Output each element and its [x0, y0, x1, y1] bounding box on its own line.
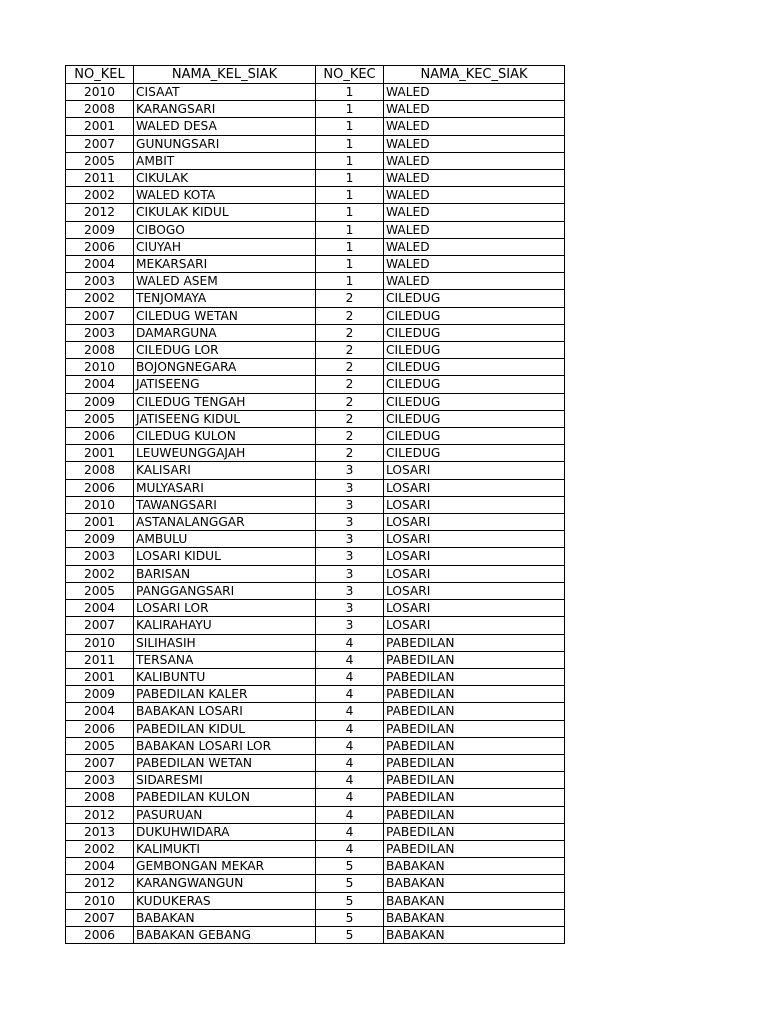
cell-no-kel: 2003 — [66, 273, 134, 290]
cell-nama-kec-siak: CILEDUG — [384, 393, 565, 410]
table-row — [66, 221, 565, 238]
table-row — [66, 307, 565, 324]
cell-nama-kel-siak: LOSARI LOR — [134, 600, 316, 617]
table-row — [66, 703, 565, 720]
cell-no-kec: 3 — [316, 565, 384, 582]
cell-no-kel: 2003 — [66, 324, 134, 341]
table-body — [66, 84, 565, 944]
cell-no-kec: 1 — [316, 84, 384, 101]
table-row — [66, 789, 565, 806]
cell-no-kel: 2010 — [66, 496, 134, 513]
cell-nama-kec-siak: WALED — [384, 273, 565, 290]
table-row — [66, 152, 565, 169]
cell-no-kec: 3 — [316, 600, 384, 617]
cell-nama-kel-siak: GEMBONGAN MEKAR — [134, 858, 316, 875]
cell-nama-kec-siak: WALED — [384, 238, 565, 255]
cell-no-kec: 4 — [316, 720, 384, 737]
cell-no-kec: 4 — [316, 668, 384, 685]
cell-nama-kel-siak: KALIRAHAYU — [134, 617, 316, 634]
table-row — [66, 617, 565, 634]
cell-nama-kel-siak: CILEDUG KULON — [134, 428, 316, 445]
cell-no-kel: 2005 — [66, 582, 134, 599]
header-no-kel: NO_KEL — [66, 66, 134, 84]
cell-nama-kec-siak: PABEDILAN — [384, 772, 565, 789]
cell-nama-kec-siak: PABEDILAN — [384, 823, 565, 840]
cell-no-kel: 2004 — [66, 256, 134, 273]
cell-nama-kel-siak: CIKULAK — [134, 170, 316, 187]
cell-nama-kel-siak: WALED DESA — [134, 118, 316, 135]
cell-nama-kel-siak: CIKULAK KIDUL — [134, 204, 316, 221]
cell-no-kec: 1 — [316, 238, 384, 255]
cell-nama-kel-siak: MEKARSARI — [134, 256, 316, 273]
table-row — [66, 754, 565, 771]
cell-no-kec: 2 — [316, 359, 384, 376]
cell-no-kel: 2011 — [66, 651, 134, 668]
cell-no-kec: 3 — [316, 531, 384, 548]
table-row — [66, 720, 565, 737]
cell-nama-kec-siak: PABEDILAN — [384, 686, 565, 703]
cell-nama-kec-siak: PABEDILAN — [384, 789, 565, 806]
cell-nama-kec-siak: WALED — [384, 152, 565, 169]
cell-nama-kel-siak: PABEDILAN WETAN — [134, 754, 316, 771]
cell-no-kec: 5 — [316, 892, 384, 909]
cell-no-kel: 2001 — [66, 445, 134, 462]
cell-no-kec: 5 — [316, 926, 384, 943]
table-row — [66, 376, 565, 393]
cell-nama-kel-siak: KARANGSARI — [134, 101, 316, 118]
cell-no-kec: 1 — [316, 135, 384, 152]
cell-no-kec: 3 — [316, 496, 384, 513]
cell-nama-kel-siak: BABAKAN — [134, 909, 316, 926]
cell-nama-kel-siak: ASTANALANGGAR — [134, 514, 316, 531]
cell-nama-kel-siak: BABAKAN LOSARI — [134, 703, 316, 720]
table-row — [66, 393, 565, 410]
cell-no-kel: 2007 — [66, 754, 134, 771]
cell-nama-kel-siak: KALIBUNTU — [134, 668, 316, 685]
cell-no-kec: 1 — [316, 152, 384, 169]
cell-no-kec: 3 — [316, 548, 384, 565]
cell-nama-kec-siak: LOSARI — [384, 496, 565, 513]
table-row — [66, 496, 565, 513]
cell-no-kec: 4 — [316, 754, 384, 771]
cell-no-kec: 1 — [316, 221, 384, 238]
cell-no-kel: 2009 — [66, 531, 134, 548]
cell-no-kec: 3 — [316, 617, 384, 634]
table-row — [66, 187, 565, 204]
cell-no-kec: 1 — [316, 118, 384, 135]
table-row — [66, 342, 565, 359]
header-nama-kec-siak: NAMA_KEC_SIAK — [384, 66, 565, 84]
cell-no-kec: 1 — [316, 101, 384, 118]
cell-nama-kec-siak: BABAKAN — [384, 875, 565, 892]
cell-no-kel: 2009 — [66, 393, 134, 410]
cell-no-kec: 2 — [316, 307, 384, 324]
table-row — [66, 479, 565, 496]
cell-no-kec: 4 — [316, 651, 384, 668]
cell-nama-kec-siak: PABEDILAN — [384, 840, 565, 857]
cell-no-kel: 2001 — [66, 668, 134, 685]
cell-nama-kec-siak: LOSARI — [384, 479, 565, 496]
cell-no-kec: 4 — [316, 686, 384, 703]
table-row — [66, 600, 565, 617]
cell-no-kel: 2008 — [66, 462, 134, 479]
table-row — [66, 772, 565, 789]
table-row — [66, 686, 565, 703]
cell-nama-kec-siak: BABAKAN — [384, 909, 565, 926]
table-row — [66, 858, 565, 875]
cell-nama-kec-siak: LOSARI — [384, 617, 565, 634]
cell-no-kel: 2007 — [66, 307, 134, 324]
table-row — [66, 410, 565, 427]
table-row — [66, 926, 565, 943]
cell-nama-kel-siak: TAWANGSARI — [134, 496, 316, 513]
cell-no-kel: 2010 — [66, 84, 134, 101]
table-row — [66, 359, 565, 376]
cell-no-kec: 4 — [316, 737, 384, 754]
cell-no-kel: 2010 — [66, 359, 134, 376]
cell-no-kec: 2 — [316, 324, 384, 341]
table-row — [66, 118, 565, 135]
cell-nama-kec-siak: LOSARI — [384, 565, 565, 582]
cell-nama-kec-siak: PABEDILAN — [384, 754, 565, 771]
cell-nama-kel-siak: CILEDUG LOR — [134, 342, 316, 359]
cell-no-kec: 4 — [316, 703, 384, 720]
cell-nama-kel-siak: PABEDILAN KALER — [134, 686, 316, 703]
cell-no-kec: 5 — [316, 875, 384, 892]
cell-nama-kec-siak: PABEDILAN — [384, 651, 565, 668]
cell-nama-kel-siak: PASURUAN — [134, 806, 316, 823]
cell-nama-kec-siak: WALED — [384, 221, 565, 238]
cell-no-kel: 2007 — [66, 909, 134, 926]
cell-nama-kec-siak: PABEDILAN — [384, 634, 565, 651]
cell-no-kel: 2002 — [66, 187, 134, 204]
cell-nama-kec-siak: PABEDILAN — [384, 806, 565, 823]
cell-nama-kel-siak: LOSARI KIDUL — [134, 548, 316, 565]
cell-no-kec: 4 — [316, 789, 384, 806]
cell-no-kel: 2004 — [66, 703, 134, 720]
cell-no-kel: 2003 — [66, 548, 134, 565]
cell-no-kec: 4 — [316, 823, 384, 840]
cell-no-kec: 4 — [316, 772, 384, 789]
cell-no-kel: 2004 — [66, 376, 134, 393]
table-row — [66, 462, 565, 479]
table-row — [66, 256, 565, 273]
cell-nama-kel-siak: BABAKAN LOSARI LOR — [134, 737, 316, 754]
cell-nama-kec-siak: PABEDILAN — [384, 668, 565, 685]
table-row — [66, 428, 565, 445]
cell-nama-kel-siak: PABEDILAN KIDUL — [134, 720, 316, 737]
cell-nama-kel-siak: KUDUKERAS — [134, 892, 316, 909]
cell-no-kel: 2008 — [66, 342, 134, 359]
table-row — [66, 892, 565, 909]
cell-nama-kel-siak: CIBOGO — [134, 221, 316, 238]
cell-no-kel: 2002 — [66, 290, 134, 307]
cell-no-kel: 2006 — [66, 720, 134, 737]
cell-nama-kec-siak: LOSARI — [384, 531, 565, 548]
cell-nama-kec-siak: WALED — [384, 135, 565, 152]
cell-no-kec: 1 — [316, 187, 384, 204]
table-row — [66, 135, 565, 152]
cell-nama-kel-siak: DUKUHWIDARA — [134, 823, 316, 840]
cell-no-kel: 2008 — [66, 789, 134, 806]
table-row — [66, 582, 565, 599]
table-row — [66, 445, 565, 462]
header-row — [66, 66, 565, 84]
cell-nama-kel-siak: KALISARI — [134, 462, 316, 479]
cell-nama-kel-siak: GUNUNGSARI — [134, 135, 316, 152]
cell-no-kec: 3 — [316, 514, 384, 531]
cell-nama-kel-siak: WALED KOTA — [134, 187, 316, 204]
cell-nama-kel-siak: TERSANA — [134, 651, 316, 668]
cell-nama-kel-siak: MULYASARI — [134, 479, 316, 496]
cell-nama-kel-siak: SILIHASIH — [134, 634, 316, 651]
cell-nama-kec-siak: LOSARI — [384, 548, 565, 565]
cell-no-kel: 2012 — [66, 875, 134, 892]
cell-nama-kel-siak: CISAAT — [134, 84, 316, 101]
cell-no-kec: 4 — [316, 840, 384, 857]
cell-no-kel: 2004 — [66, 858, 134, 875]
cell-no-kel: 2007 — [66, 135, 134, 152]
cell-no-kec: 2 — [316, 410, 384, 427]
cell-no-kec: 2 — [316, 342, 384, 359]
table-row — [66, 531, 565, 548]
cell-nama-kec-siak: CILEDUG — [384, 445, 565, 462]
cell-nama-kec-siak: WALED — [384, 187, 565, 204]
data-table — [65, 65, 565, 944]
cell-nama-kel-siak: PANGGANGSARI — [134, 582, 316, 599]
cell-no-kec: 1 — [316, 256, 384, 273]
cell-nama-kel-siak: AMBIT — [134, 152, 316, 169]
table-row — [66, 84, 565, 101]
table-row — [66, 204, 565, 221]
table-row — [66, 823, 565, 840]
cell-nama-kec-siak: CILEDUG — [384, 307, 565, 324]
cell-nama-kec-siak: LOSARI — [384, 514, 565, 531]
cell-nama-kec-siak: BABAKAN — [384, 858, 565, 875]
cell-nama-kel-siak: WALED ASEM — [134, 273, 316, 290]
table-row — [66, 634, 565, 651]
cell-nama-kec-siak: CILEDUG — [384, 410, 565, 427]
header-no-kec: NO_KEC — [316, 66, 384, 84]
cell-no-kec: 2 — [316, 428, 384, 445]
table-row — [66, 548, 565, 565]
cell-no-kec: 4 — [316, 806, 384, 823]
cell-no-kel: 2008 — [66, 101, 134, 118]
cell-no-kel: 2013 — [66, 823, 134, 840]
cell-nama-kel-siak: PABEDILAN KULON — [134, 789, 316, 806]
cell-nama-kel-siak: KARANGWANGUN — [134, 875, 316, 892]
cell-nama-kec-siak: WALED — [384, 256, 565, 273]
cell-nama-kec-siak: PABEDILAN — [384, 720, 565, 737]
cell-nama-kec-siak: CILEDUG — [384, 359, 565, 376]
cell-no-kec: 2 — [316, 376, 384, 393]
cell-nama-kel-siak: CILEDUG TENGAH — [134, 393, 316, 410]
table-row — [66, 565, 565, 582]
cell-no-kec: 1 — [316, 204, 384, 221]
cell-no-kel: 2002 — [66, 565, 134, 582]
cell-nama-kel-siak: CILEDUG WETAN — [134, 307, 316, 324]
cell-no-kec: 2 — [316, 445, 384, 462]
table-row — [66, 875, 565, 892]
cell-nama-kel-siak: BARISAN — [134, 565, 316, 582]
table-row — [66, 668, 565, 685]
table-row — [66, 170, 565, 187]
cell-nama-kec-siak: LOSARI — [384, 582, 565, 599]
cell-nama-kec-siak: WALED — [384, 118, 565, 135]
cell-no-kel: 2010 — [66, 634, 134, 651]
cell-no-kel: 2003 — [66, 772, 134, 789]
cell-no-kel: 2006 — [66, 926, 134, 943]
cell-nama-kec-siak: WALED — [384, 84, 565, 101]
cell-no-kel: 2005 — [66, 152, 134, 169]
cell-no-kel: 2001 — [66, 514, 134, 531]
cell-no-kel: 2004 — [66, 600, 134, 617]
table-row — [66, 290, 565, 307]
cell-no-kel: 2010 — [66, 892, 134, 909]
table-row — [66, 651, 565, 668]
cell-no-kel: 2006 — [66, 238, 134, 255]
cell-no-kel: 2011 — [66, 170, 134, 187]
cell-nama-kec-siak: PABEDILAN — [384, 703, 565, 720]
cell-nama-kec-siak: PABEDILAN — [384, 737, 565, 754]
cell-no-kel: 2009 — [66, 686, 134, 703]
cell-no-kel: 2001 — [66, 118, 134, 135]
table-row — [66, 840, 565, 857]
cell-nama-kec-siak: BABAKAN — [384, 892, 565, 909]
cell-nama-kel-siak: DAMARGUNA — [134, 324, 316, 341]
cell-no-kel: 2002 — [66, 840, 134, 857]
cell-no-kel: 2007 — [66, 617, 134, 634]
cell-no-kel: 2006 — [66, 428, 134, 445]
cell-no-kec: 5 — [316, 909, 384, 926]
table-row — [66, 514, 565, 531]
cell-nama-kec-siak: WALED — [384, 101, 565, 118]
cell-no-kec: 1 — [316, 273, 384, 290]
cell-nama-kel-siak: CIUYAH — [134, 238, 316, 255]
cell-nama-kel-siak: BABAKAN GEBANG — [134, 926, 316, 943]
header-nama-kel-siak: NAMA_KEL_SIAK — [134, 66, 316, 84]
table-row — [66, 273, 565, 290]
cell-no-kel: 2005 — [66, 410, 134, 427]
cell-nama-kel-siak: BOJONGNEGARA — [134, 359, 316, 376]
cell-nama-kel-siak: SIDARESMI — [134, 772, 316, 789]
cell-nama-kel-siak: JATISEENG — [134, 376, 316, 393]
cell-nama-kel-siak: AMBULU — [134, 531, 316, 548]
cell-nama-kel-siak: KALIMUKTI — [134, 840, 316, 857]
table-row — [66, 909, 565, 926]
cell-nama-kec-siak: LOSARI — [384, 600, 565, 617]
table-row — [66, 737, 565, 754]
table-row — [66, 101, 565, 118]
cell-nama-kel-siak: JATISEENG KIDUL — [134, 410, 316, 427]
cell-no-kec: 3 — [316, 479, 384, 496]
cell-no-kec: 5 — [316, 858, 384, 875]
cell-nama-kec-siak: CILEDUG — [384, 290, 565, 307]
table-row — [66, 806, 565, 823]
cell-no-kec: 2 — [316, 393, 384, 410]
cell-nama-kec-siak: BABAKAN — [384, 926, 565, 943]
cell-nama-kec-siak: CILEDUG — [384, 342, 565, 359]
cell-no-kec: 3 — [316, 582, 384, 599]
cell-nama-kec-siak: WALED — [384, 170, 565, 187]
cell-no-kel: 2009 — [66, 221, 134, 238]
cell-nama-kec-siak: CILEDUG — [384, 324, 565, 341]
cell-nama-kec-siak: CILEDUG — [384, 376, 565, 393]
table-row — [66, 238, 565, 255]
cell-nama-kel-siak: TENJOMAYA — [134, 290, 316, 307]
cell-nama-kec-siak: LOSARI — [384, 462, 565, 479]
cell-no-kel: 2005 — [66, 737, 134, 754]
cell-no-kel: 2012 — [66, 806, 134, 823]
cell-nama-kec-siak: CILEDUG — [384, 428, 565, 445]
cell-no-kec: 2 — [316, 290, 384, 307]
table-row — [66, 324, 565, 341]
cell-no-kel: 2012 — [66, 204, 134, 221]
cell-no-kel: 2006 — [66, 479, 134, 496]
cell-nama-kel-siak: LEUWEUNGGAJAH — [134, 445, 316, 462]
cell-no-kec: 4 — [316, 634, 384, 651]
cell-no-kec: 3 — [316, 462, 384, 479]
cell-nama-kec-siak: WALED — [384, 204, 565, 221]
cell-no-kec: 1 — [316, 170, 384, 187]
